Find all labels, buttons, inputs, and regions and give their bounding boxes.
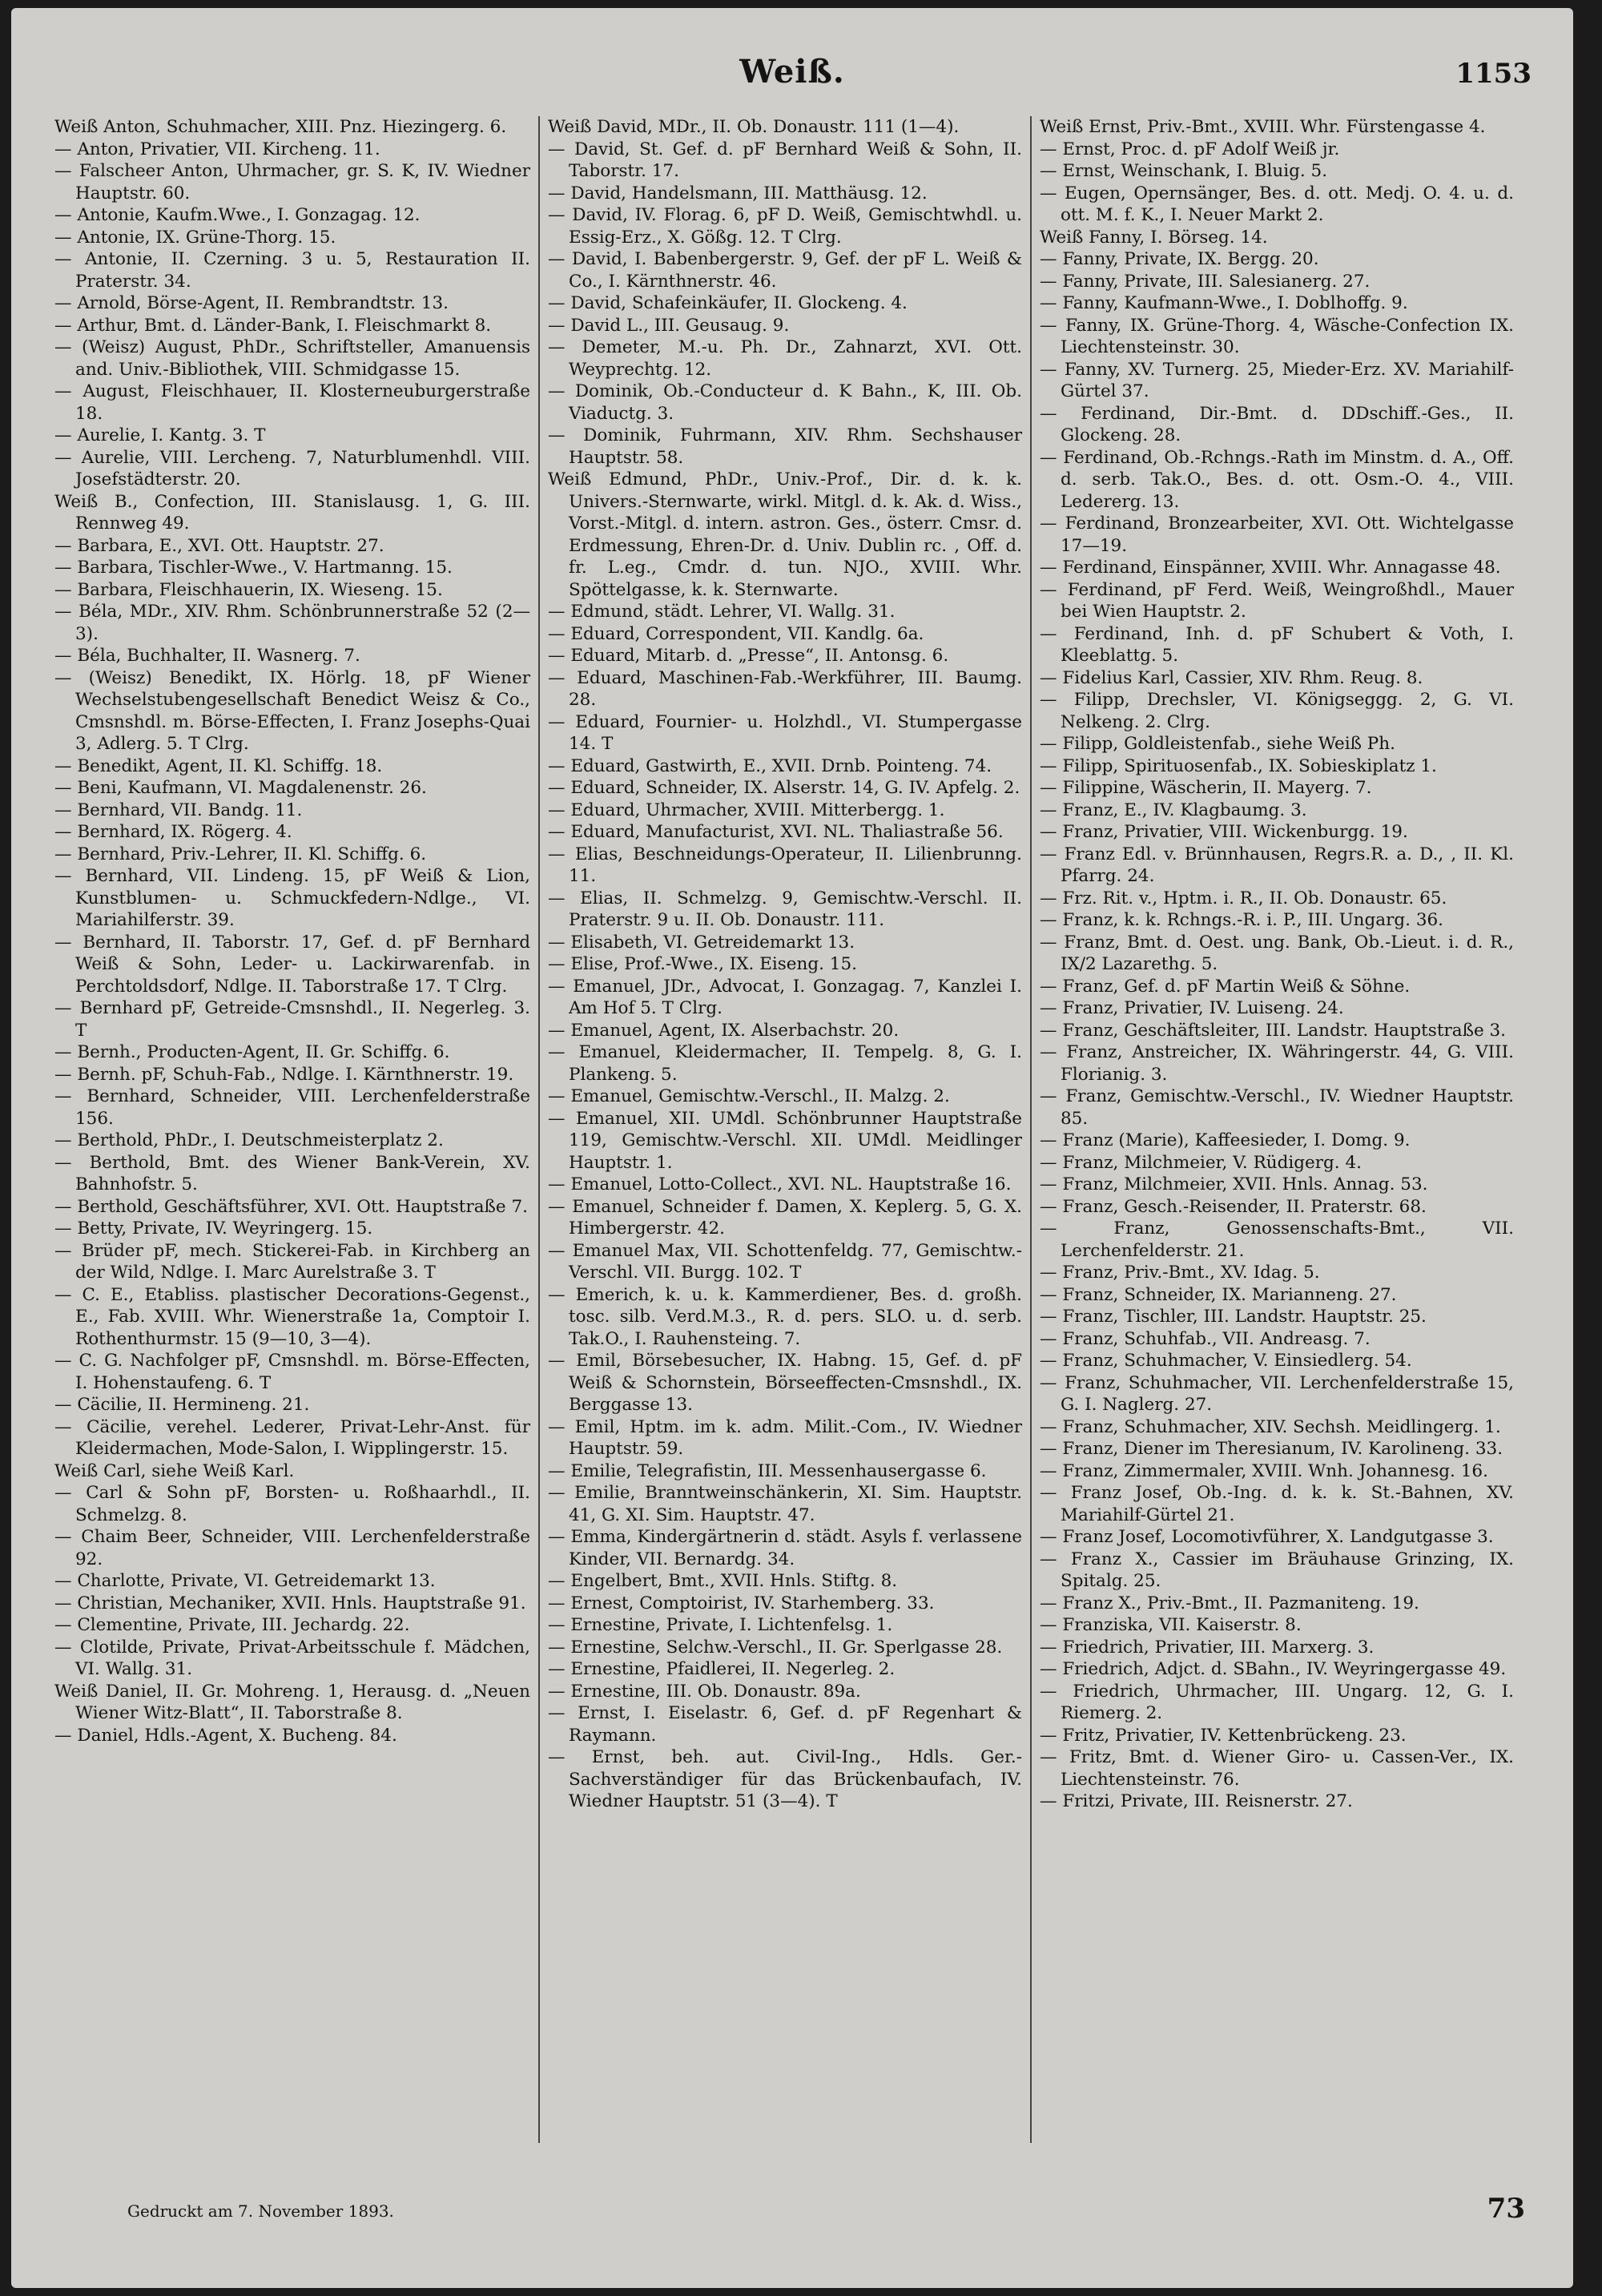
directory-entry: — David L., III. Geusaug. 9. (548, 315, 790, 336)
directory-entry: — Franz Josef, Ob.-Ing. d. k. k. St.-Bahnen, XV. Mariahilf-Gürtel 21. (1040, 1483, 1514, 1525)
directory-entry: — Franz, Schuhmacher, XIV. Sechsh. Meidlingerg. 1. (1040, 1416, 1501, 1437)
directory-entry: — C. E., Etabliss. plastischer Decorations-Gegenst., E., Fab. XVIII. Whr. Wienerstraße 1a, Comptoir I. Rothenthurmstr. 15 (9—10, 3—4). (54, 1284, 530, 1349)
directory-entry: — Bernh. pF, Schuh-Fab., Ndlge. I. Kärnthnerstr. 19. (54, 1064, 514, 1085)
directory-entry: — David, I. Babenbergerstr. 9, Gef. der pF L. Weiß & Co., I. Kärnthnerstr. 46. (548, 249, 1022, 292)
directory-entry: — Bernhard, IX. Rögerg. 4. (54, 822, 292, 842)
sheet-number: 73 (1487, 2193, 1525, 2225)
directory-entry: — Franz, Tischler, III. Landstr. Hauptstr. 25. (1040, 1307, 1427, 1327)
directory-entry: — Fritz, Bmt. d. Wiener Giro- u. Cassen-Ver., IX. Liechtensteinstr. 76. (1040, 1747, 1514, 1790)
directory-entry: — (Weisz) Benedikt, IX. Hörlg. 18, pF Wiener Wechselstubengesellschaft Benedict Weisz & Co., Cmsnshdl. m. Börse-Effecten, I. Franz Josephs-Quai 3, Adlerg. 5. T Clrg. (54, 667, 530, 754)
column-right (1030, 116, 1522, 2143)
directory-entry: — Fanny, IX. Grüne-Thorg. 4, Wäsche-Confection IX. Liechtensteinstr. 30. (1040, 315, 1514, 357)
directory-entry: — Barbara, Fleischhauerin, IX. Wieseng. 15. (54, 579, 443, 600)
directory-entry: — Franz, Schneider, IX. Marianneng. 27. (1040, 1284, 1397, 1305)
directory-entry: — Dominik, Ob.-Conducteur d. K Bahn., K, III. Ob. Viaductg. 3. (548, 381, 1022, 424)
print-date: Gedruckt am 7. November 1893. (127, 2201, 394, 2221)
directory-entry: — Bernhard, Priv.-Lehrer, II. Kl. Schiffg. 6. (54, 844, 427, 864)
directory-entry: — Franz, Milchmeier, V. Rüdigerg. 4. (1040, 1152, 1362, 1173)
directory-entry: — Bernhard pF, Getreide-Cmsnshdl., II. Negerleg. 3. T (54, 998, 530, 1041)
directory-entry: — Eduard, Schneider, IX. Alserstr. 14, G. IV. Apfelg. 2. (548, 778, 1020, 798)
directory-entry: — Ernst, Weinschank, I. Bluig. 5. (1040, 161, 1328, 181)
directory-entry: — Fanny, Private, III. Salesianerg. 27. (1040, 271, 1371, 292)
directory-entry: — Ernestine, Pfaidlerei, II. Negerleg. 2. (548, 1659, 896, 1679)
directory-entry: — Elisabeth, VI. Getreidemarkt 13. (548, 932, 855, 953)
directory-entry: — Ernest, Comptoirist, IV. Starhemberg. 33. (548, 1593, 935, 1613)
page-number: 1153 (1455, 58, 1532, 90)
directory-entry: — Emilie, Telegrafistin, III. Messenhausergasse 6. (548, 1460, 987, 1481)
directory-entry: — Fanny, Kaufmann-Wwe., I. Doblhoffg. 9. (1040, 293, 1408, 313)
directory-entry: — Ernst, I. Eiselastr. 6, Gef. d. pF Regenhart & Raymann. (548, 1703, 1022, 1746)
directory-entry: — Franz, Privatier, VIII. Wickenburgg. 19. (1040, 822, 1408, 842)
directory-entry: — Ferdinand, Inh. d. pF Schubert & Voth, I. Kleeblattg. 5. (1040, 623, 1514, 666)
directory-entry: — Franz, Schuhmacher, VII. Lerchenfelderstraße 15, G. I. Naglerg. 27. (1040, 1372, 1514, 1415)
directory-entry: — Franz Josef, Locomotivführer, X. Landgutgasse 3. (1040, 1527, 1494, 1547)
directory-entry: — Dominik, Fuhrmann, XIV. Rhm. Sechshauser Hauptstr. 58. (548, 425, 1022, 468)
entry-columns (46, 116, 1522, 2143)
directory-entry: — Fanny, XV. Turnerg. 25, Mieder-Erz. XV. Mariahilf-Gürtel 37. (1040, 359, 1514, 401)
directory-entry: — Franz, Anstreicher, IX. Währingerstr. 44, G. VIII. Florianig. 3. (1040, 1042, 1514, 1085)
directory-entry: — Bernhard, Schneider, VIII. Lerchenfelderstraße 156. (54, 1086, 530, 1129)
directory-entry: — Anton, Privatier, VII. Kircheng. 11. (54, 139, 380, 159)
directory-entry: Weiß Anton, Schuhmacher, XIII. Pnz. Hiezingerg. 6. (54, 117, 507, 137)
directory-entry: — Ernestine, Selchw.-Verschl., II. Gr. Sperlgasse 28. (548, 1637, 1003, 1658)
directory-entry: — Fanny, Private, IX. Bergg. 20. (1040, 249, 1319, 269)
directory-entry: Weiß Edmund, PhDr., Univ.-Prof., Dir. d. k. k. Univers.-Sternwarte, wirkl. Mitgl. d. k. Ak. d. Wiss., Vorst.-Mitgl. d. intern. astron. Ges., österr. Cmsr. d. Erdmessung, Ehren-Dr. d. Univ. Dublin rc. , Off. d. fr. L.eg., Cmdr. d. tun. NJO., XVIII. Whr. Spöttelgasse, k. k. Sternwarte. (548, 469, 1022, 600)
directory-entry: — Arthur, Bmt. d. Länder-Bank, I. Fleischmarkt 8. (54, 315, 492, 336)
directory-entry: — Emanuel, Gemischtw.-Verschl., II. Malzg. 2. (548, 1086, 950, 1106)
directory-entry: — Filipp, Drechsler, VI. Königseggg. 2, G. VI. Nelkeng. 2. Clrg. (1040, 690, 1514, 732)
directory-entry: — Elise, Prof.-Wwe., IX. Eiseng. 15. (548, 954, 858, 974)
page-title: Weiß. (739, 53, 845, 91)
directory-entry: — Elias, Beschneidungs-Operateur, II. Lilienbrunng. 11. (548, 844, 1022, 886)
directory-entry: — Christian, Mechaniker, XVII. Hnls. Hauptstraße 91. (54, 1593, 526, 1613)
directory-entry: — Bernhard, VII. Lindeng. 15, pF Weiß & Lion, Kunstblumen- u. Schmuckfedern-Ndlge., VI. Mariahilferstr. 39. (54, 866, 530, 930)
directory-entry: — Aurelie, I. Kantg. 3. T (54, 425, 266, 445)
column-left (46, 116, 538, 2143)
directory-entry: — Béla, MDr., XIV. Rhm. Schönbrunnerstraße 52 (2—3). (54, 602, 530, 644)
directory-entry: — Franz, E., IV. Klagbaumg. 3. (1040, 800, 1307, 820)
directory-entry: — Fritz, Privatier, IV. Kettenbrückeng. 23. (1040, 1725, 1407, 1746)
directory-entry: — Filippine, Wäscherin, II. Mayerg. 7. (1040, 778, 1372, 798)
directory-entry: — Emanuel, Kleidermacher, II. Tempelg. 8, G. I. Plankeng. 5. (548, 1042, 1022, 1085)
directory-entry: — Franz, Milchmeier, XVII. Hnls. Annag. 53. (1040, 1174, 1428, 1194)
directory-entry: — David, Handelsmann, III. Matthäusg. 12. (548, 183, 928, 203)
directory-entry: — Beni, Kaufmann, VI. Magdalenenstr. 26. (54, 778, 427, 798)
directory-entry: — Franz, Priv.-Bmt., XV. Idag. 5. (1040, 1263, 1320, 1283)
directory-entry: — Emil, Börsebesucher, IX. Habng. 15, Gef. d. pF Weiß & Schornstein, Börseeffecten-Cmsnshdl., IX. Berggasse 13. (548, 1351, 1022, 1415)
directory-entry: — Ferdinand, Dir.-Bmt. d. DDschiff.-Ges., II. Glockeng. 28. (1040, 403, 1514, 445)
directory-entry: — Franz, Gesch.-Reisender, II. Praterstr. 68. (1040, 1196, 1427, 1217)
directory-entry: — August, Fleischhauer, II. Klosterneuburgerstraße 18. (54, 381, 530, 424)
directory-entry: — Emanuel Max, VII. Schottenfeldg. 77, Gemischtw.-Verschl. VII. Burgg. 102. T (548, 1240, 1022, 1283)
directory-entry: — Filipp, Goldleistenfab., siehe Weiß Ph. (1040, 734, 1395, 754)
directory-entry: — Bernhard, VII. Bandg. 11. (54, 800, 303, 820)
directory-entry: — Chaim Beer, Schneider, VIII. Lerchenfelderstraße 92. (54, 1527, 530, 1569)
directory-entry: — Barbara, E., XVI. Ott. Hauptstr. 27. (54, 535, 384, 556)
directory-entry: — Filipp, Spirituosenfab., IX. Sobieskiplatz 1. (1040, 755, 1437, 776)
directory-entry: — Berthold, PhDr., I. Deutschmeisterplatz 2. (54, 1130, 444, 1150)
directory-entry: — Clementine, Private, III. Jechardg. 22. (54, 1615, 410, 1635)
directory-entry: — Arnold, Börse-Agent, II. Rembrandtstr. 13. (54, 293, 449, 313)
directory-entry: — Friedrich, Privatier, III. Marxerg. 3. (1040, 1637, 1375, 1658)
directory-entry: — C. G. Nachfolger pF, Cmsnshdl. m. Börse-Effecten, I. Hohenstaufeng. 6. T (54, 1351, 530, 1393)
directory-entry: — Emanuel, Schneider f. Damen, X. Keplerg. 5, G. X. Himbergerstr. 42. (548, 1196, 1022, 1239)
directory-entry: — Ferdinand, Einspänner, XVIII. Whr. Annagasse 48. (1040, 558, 1501, 578)
directory-entry: — Ferdinand, Bronzearbeiter, XVI. Ott. Wichtelgasse 17—19. (1040, 514, 1514, 556)
directory-entry: — Franz, Schuhfab., VII. Andreasg. 7. (1040, 1328, 1371, 1349)
directory-entry: Weiß B., Confection, III. Stanislausg. 1, G. III. Rennweg 49. (54, 491, 530, 534)
directory-entry: — Ferdinand, pF Ferd. Weiß, Weingroßhdl., Mauer bei Wien Hauptstr. 2. (1040, 579, 1514, 622)
directory-entry: — Clotilde, Private, Privat-Arbeitsschule f. Mädchen, VI. Wallg. 31. (54, 1637, 530, 1679)
directory-entry: — Franz, Geschäftsleiter, III. Landstr. Hauptstraße 3. (1040, 1020, 1507, 1041)
directory-entry: — (Weisz) August, PhDr., Schriftsteller, Amanuensis and. Univ.-Bibliothek, VIII. Schmidgasse 15. (54, 337, 530, 380)
directory-entry: — Aurelie, VIII. Lercheng. 7, Naturblumenhdl. VIII. Josefstädterstr. 20. (54, 447, 530, 489)
directory-entry: — Eduard, Maschinen-Fab.-Werkführer, III. Baumg. 28. (548, 667, 1022, 710)
directory-entry: — Franz, Genossenschafts-Bmt., VII. Lerchenfelderstr. 21. (1040, 1218, 1514, 1261)
directory-entry: — Fidelius Karl, Cassier, XIV. Rhm. Reug. 8. (1040, 667, 1423, 688)
directory-page (11, 8, 1573, 2288)
directory-entry: — Elias, II. Schmelzg. 9, Gemischtw.-Verschl. II. Praterstr. 9 u. II. Ob. Donaustr. 111. (548, 888, 1022, 930)
directory-entry: — Berthold, Bmt. des Wiener Bank-Verein, XV. Bahnhofstr. 5. (54, 1152, 530, 1194)
directory-entry: — Franz X., Priv.-Bmt., II. Pazmaniteng. 19. (1040, 1593, 1419, 1613)
directory-entry: — Ernst, Proc. d. pF Adolf Weiß jr. (1040, 139, 1340, 159)
directory-entry: — Edmund, städt. Lehrer, VI. Wallg. 31. (548, 602, 896, 622)
directory-entry: — David, Schafeinkäufer, II. Glockeng. 4. (548, 293, 908, 313)
directory-entry: — Franz (Marie), Kaffeesieder, I. Domg. 9. (1040, 1130, 1411, 1150)
directory-entry: Weiß Ernst, Priv.-Bmt., XVIII. Whr. Fürstengasse 4. (1040, 117, 1486, 137)
directory-entry: — Falscheer Anton, Uhrmacher, gr. S. K, IV. Wiedner Hauptstr. 60. (54, 161, 530, 203)
directory-entry: — Antonie, II. Czerning. 3 u. 5, Restauration II. Praterstr. 34. (54, 249, 530, 292)
directory-entry: — Bernh., Producten-Agent, II. Gr. Schiffg. 6. (54, 1042, 450, 1062)
directory-entry: — Eduard, Uhrmacher, XVIII. Mitterbergg. 1. (548, 800, 945, 820)
directory-entry: — Antonie, Kaufm.Wwe., I. Gonzagag. 12. (54, 205, 421, 225)
directory-entry: — Franz, k. k. Rchngs.-R. i. P., III. Ungarg. 36. (1040, 910, 1444, 930)
directory-entry: — Fritzi, Private, III. Reisnerstr. 27. (1040, 1791, 1353, 1811)
directory-entry: — Eduard, Gastwirth, E., XVII. Drnb. Pointeng. 74. (548, 755, 992, 776)
directory-entry: — Emanuel, Lotto-Collect., XVI. NL. Hauptstraße 16. (548, 1174, 1012, 1194)
directory-entry: — Franz Edl. v. Brünnhausen, Regrs.R. a. D., , II. Kl. Pfarrg. 24. (1040, 844, 1514, 886)
page-header (11, 53, 1573, 109)
directory-entry: — Franz, Gemischtw.-Verschl., IV. Wiedner Hauptstr. 85. (1040, 1086, 1514, 1129)
directory-entry: — Ernst, beh. aut. Civil-Ing., Hdls. Ger.-Sachverständiger für das Brückenbaufach, IV. Wiedner Hauptstr. 51 (3—4). T (548, 1747, 1022, 1811)
directory-entry: — Franz, Schuhmacher, V. Einsiedlerg. 54. (1040, 1351, 1412, 1371)
directory-entry: — Brüder pF, mech. Stickerei-Fab. in Kirchberg an der Wild, Ndlge. I. Marc Aurelstraße 3. T (54, 1240, 530, 1283)
directory-entry: — Frz. Rit. v., Hptm. i. R., II. Ob. Donaustr. 65. (1040, 888, 1447, 908)
directory-entry: — David, IV. Florag. 6, pF D. Weiß, Gemischtwhdl. u. Essig-Erz., X. Gößg. 12. T Clrg. (548, 205, 1022, 248)
directory-entry: — Ferdinand, Ob.-Rchngs.-Rath im Minstm. d. A., Off. d. serb. Tak.O., Bes. d. ott. Osm.-O. 4., VIII. Ledererg. 13. (1040, 447, 1514, 512)
directory-entry: — Betty, Private, IV. Weyringerg. 15. (54, 1218, 373, 1239)
directory-entry: — Emanuel, XII. UMdl. Schönbrunner Hauptstraße 119, Gemischtw.-Verschl. XII. UMdl. Meidlinger Hauptstr. 1. (548, 1108, 1022, 1173)
directory-entry: — David, St. Gef. d. pF Bernhard Weiß & Sohn, II. Taborstr. 17. (548, 139, 1022, 181)
directory-entry: — Emerich, k. u. k. Kammerdiener, Bes. d. großh. tosc. silb. Verd.M.3., R. d. pers. SLO. u. d. serb. Tak.O., I. Rauhensteing. 7. (548, 1284, 1022, 1349)
directory-entry: Weiß David, MDr., II. Ob. Donaustr. 111 (1—4). (548, 117, 960, 137)
directory-entry: Weiß Daniel, II. Gr. Mohreng. 1, Herausg. d. „Neuen Wiener Witz-Blatt“, II. Taborstraße 8. (54, 1681, 530, 1723)
directory-entry: — Emanuel, JDr., Advocat, I. Gonzagag. 7, Kanzlei I. Am Hof 5. T Clrg. (548, 976, 1022, 1018)
directory-entry: — Engelbert, Bmt., XVII. Hnls. Stiftg. 8. (548, 1571, 898, 1591)
directory-entry: — Emil, Hptm. im k. adm. Milit.-Com., IV. Wiedner Hauptstr. 59. (548, 1416, 1022, 1459)
directory-entry: — Bernhard, II. Taborstr. 17, Gef. d. pF Bernhard Weiß & Sohn, Leder- u. Lackirwarenfab. in Perchtoldsdorf, Ndlge. II. Taborstraße 17. T Clrg. (54, 932, 530, 997)
directory-entry: — Barbara, Tischler-Wwe., V. Hartmanng. 15. (54, 558, 453, 578)
directory-entry: — Charlotte, Private, VI. Getreidemarkt 13. (54, 1571, 436, 1591)
directory-entry: — Emma, Kindergärtnerin d. städt. Asyls f. verlassene Kinder, VII. Bernardg. 34. (548, 1527, 1022, 1569)
directory-entry: — Franz X., Cassier im Bräuhause Grinzing, IX. Spitalg. 25. (1040, 1549, 1514, 1591)
directory-entry: — Daniel, Hdls.-Agent, X. Bucheng. 84. (54, 1725, 397, 1746)
directory-entry: — Franziska, VII. Kaiserstr. 8. (1040, 1615, 1302, 1635)
directory-entry: — Béla, Buchhalter, II. Wasnerg. 7. (54, 646, 360, 666)
directory-entry: — Friedrich, Adjct. d. SBahn., IV. Weyringergasse 49. (1040, 1659, 1507, 1679)
directory-entry: — Carl & Sohn pF, Borsten- u. Roßhaarhdl., II. Schmelzg. 8. (54, 1483, 530, 1525)
directory-entry: — Eduard, Correspondent, VII. Kandlg. 6a. (548, 623, 924, 644)
directory-entry: — Benedikt, Agent, II. Kl. Schiffg. 18. (54, 755, 383, 776)
directory-entry: — Cäcilie, II. Hermineng. 21. (54, 1395, 310, 1415)
directory-entry: — Emilie, Branntweinschänkerin, XI. Sim. Hauptstr. 41, G. XI. Sim. Hauptstr. 47. (548, 1483, 1022, 1525)
directory-entry: — Ernestine, Private, I. Lichtenfelsg. 1. (548, 1615, 893, 1635)
directory-entry: — Cäcilie, verehel. Lederer, Privat-Lehr-Anst. für Kleidermachen, Mode-Salon, I. Wipplingerstr. 15. (54, 1416, 530, 1459)
directory-entry: — Franz, Zimmermaler, XVIII. Wnh. Johannesg. 16. (1040, 1460, 1488, 1481)
directory-entry: — Eugen, Opernsänger, Bes. d. ott. Medj. O. 4. u. d. ott. M. f. K., I. Neuer Markt 2. (1040, 183, 1514, 225)
directory-entry: — Ernestine, III. Ob. Donaustr. 89a. (548, 1681, 861, 1702)
directory-entry: — Eduard, Fournier- u. Holzhdl., VI. Stumpergasse 14. T (548, 711, 1022, 754)
directory-entry: — Franz, Privatier, IV. Luiseng. 24. (1040, 998, 1344, 1018)
directory-entry: — Berthold, Geschäftsführer, XVI. Ott. Hauptstraße 7. (54, 1196, 528, 1217)
column-middle (538, 116, 1030, 2143)
directory-entry: — Franz, Bmt. d. Oest. ung. Bank, Ob.-Lieut. i. d. R., IX/2 Lazarethg. 5. (1040, 932, 1514, 974)
directory-entry: — Franz, Gef. d. pF Martin Weiß & Söhne. (1040, 976, 1411, 997)
directory-entry: — Eduard, Manufacturist, XVI. NL. Thaliastraße 56. (548, 822, 1004, 842)
directory-entry: Weiß Carl, siehe Weiß Karl. (54, 1460, 295, 1481)
directory-entry: — Antonie, IX. Grüne-Thorg. 15. (54, 227, 336, 248)
directory-entry: — Friedrich, Uhrmacher, III. Ungarg. 12, G. I. Riemerg. 2. (1040, 1681, 1514, 1723)
directory-entry: — Demeter, M.-u. Ph. Dr., Zahnarzt, XVI. Ott. Weyprechtg. 12. (548, 337, 1022, 380)
directory-entry: — Eduard, Mitarb. d. „Presse“, II. Antonsg. 6. (548, 646, 949, 666)
directory-entry: — Franz, Diener im Theresianum, IV. Karolineng. 33. (1040, 1439, 1503, 1459)
directory-entry: — Emanuel, Agent, IX. Alserbachstr. 20. (548, 1020, 900, 1041)
directory-entry: Weiß Fanny, I. Börseg. 14. (1040, 227, 1268, 248)
